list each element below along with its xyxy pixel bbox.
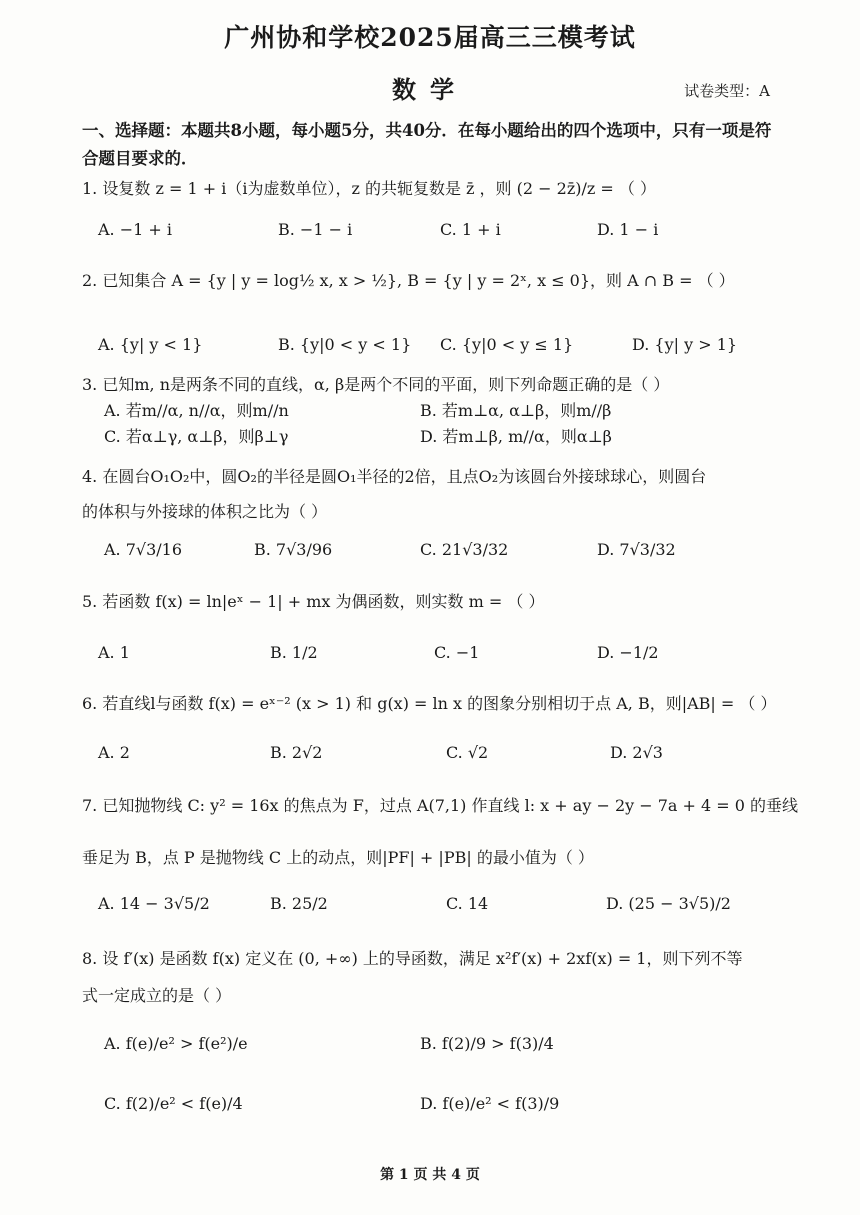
q7-option-b: B. 25/2 bbox=[270, 894, 328, 913]
question-8-stem-line2: 式一定成立的是（ ） bbox=[82, 986, 232, 1005]
q3-option-a: A. 若m//α, n//α，则m//n bbox=[104, 401, 289, 420]
q7-option-a: A. 14 − 3√5/2 bbox=[98, 894, 210, 913]
section-heading: 一、选择题：本题共8小题，每小题5分，共40分．在每小题给出的四个选项中，只有一项是符合题目要求的． bbox=[82, 121, 772, 168]
q4-option-b: B. 7√3/96 bbox=[254, 540, 333, 559]
question-5-stem: 5. 若函数 f(x) = ln|eˣ − 1| + mx 为偶函数，则实数 m = （ ） bbox=[82, 592, 545, 611]
q6-option-c: C. √2 bbox=[446, 743, 489, 762]
question-7-stem-line2: 垂足为 B，点 P 是抛物线 C 上的动点，则|PF| + |PB| 的最小值为（ ） bbox=[82, 848, 594, 867]
q8-option-c: C. f(2)/e² < f(e)/4 bbox=[104, 1094, 243, 1113]
q3-option-c: C. 若α⊥γ, α⊥β，则β⊥γ bbox=[104, 427, 289, 446]
q2-option-a: A. {y| y < 1} bbox=[98, 335, 203, 354]
q2-option-c: C. {y|0 < y ≤ 1} bbox=[440, 335, 574, 354]
q8-option-b: B. f(2)/9 > f(3)/4 bbox=[420, 1034, 554, 1053]
exam-title: 广州协和学校2025届高三三模考试 bbox=[224, 23, 636, 52]
question-4-stem-line1: 4. 在圆台O₁O₂中，圆O₂的半径是圆O₁半径的2倍，且点O₂为该圆台外接球球心，则圆台 bbox=[82, 467, 707, 486]
q5-option-b: B. 1/2 bbox=[270, 643, 318, 662]
q6-option-b: B. 2√2 bbox=[270, 743, 323, 762]
q1-option-d: D. 1 − i bbox=[597, 220, 659, 239]
paper-type: 试卷类型：A bbox=[684, 82, 770, 100]
question-8-stem-line1: 8. 设 f′(x) 是函数 f(x) 定义在 (0, +∞) 上的导函数，满足 x²f′(x) + 2xf(x) = 1，则下列不等 bbox=[82, 949, 743, 968]
q5-option-c: C. −1 bbox=[434, 643, 480, 662]
question-6-stem: 6. 若直线l与函数 f(x) = eˣ⁻² (x > 1) 和 g(x) = ln x 的图象分别相切于点 A, B，则|AB| = （ ） bbox=[82, 694, 777, 713]
q4-option-a: A. 7√3/16 bbox=[104, 540, 183, 559]
q4-option-d: D. 7√3/32 bbox=[597, 540, 676, 559]
q2-option-b: B. {y|0 < y < 1} bbox=[278, 335, 412, 354]
q6-option-d: D. 2√3 bbox=[610, 743, 663, 762]
question-7-stem-line1: 7. 已知抛物线 C: y² = 16x 的焦点为 F，过点 A(7,1) 作直线 l: x + ay − 2y − 7a + 4 = 0 的垂线 bbox=[82, 796, 799, 815]
q6-option-a: A. 2 bbox=[98, 743, 130, 762]
q1-option-c: C. 1 + i bbox=[440, 220, 501, 239]
q4-option-c: C. 21√3/32 bbox=[420, 540, 509, 559]
page-footer: 第 1 页 共 4 页 bbox=[380, 1167, 480, 1183]
q2-option-d: D. {y| y > 1} bbox=[632, 335, 738, 354]
subject-title: 数学 bbox=[392, 75, 468, 104]
question-3-stem: 3. 已知m, n是两条不同的直线，α, β是两个不同的平面，则下列命题正确的是（ ） bbox=[82, 375, 670, 394]
question-2-stem: 2. 已知集合 A = {y | y = log½ x, x > ½}, B = {y | y = 2ˣ, x ≤ 0}，则 A ∩ B = （ ） bbox=[82, 271, 735, 290]
question-4-stem-line2: 的体积与外接球的体积之比为（ ） bbox=[82, 502, 328, 521]
q5-option-d: D. −1/2 bbox=[597, 643, 659, 662]
q1-option-b: B. −1 − i bbox=[278, 220, 353, 239]
q3-option-b: B. 若m⊥α, α⊥β，则m//β bbox=[420, 401, 612, 420]
q8-option-d: D. f(e)/e² < f(3)/9 bbox=[420, 1094, 560, 1113]
q7-option-d: D. (25 − 3√5)/2 bbox=[606, 894, 731, 913]
q5-option-a: A. 1 bbox=[98, 643, 130, 662]
q8-option-a: A. f(e)/e² > f(e²)/e bbox=[104, 1034, 248, 1053]
q7-option-c: C. 14 bbox=[446, 894, 489, 913]
q1-option-a: A. −1 + i bbox=[98, 220, 173, 239]
question-1-stem: 1. 设复数 z = 1 + i（i为虚数单位），z 的共轭复数是 z̄ ，则 (2 − 2z̄)/z = （ ） bbox=[82, 179, 656, 198]
q3-option-d: D. 若m⊥β, m//α，则α⊥β bbox=[420, 427, 612, 446]
